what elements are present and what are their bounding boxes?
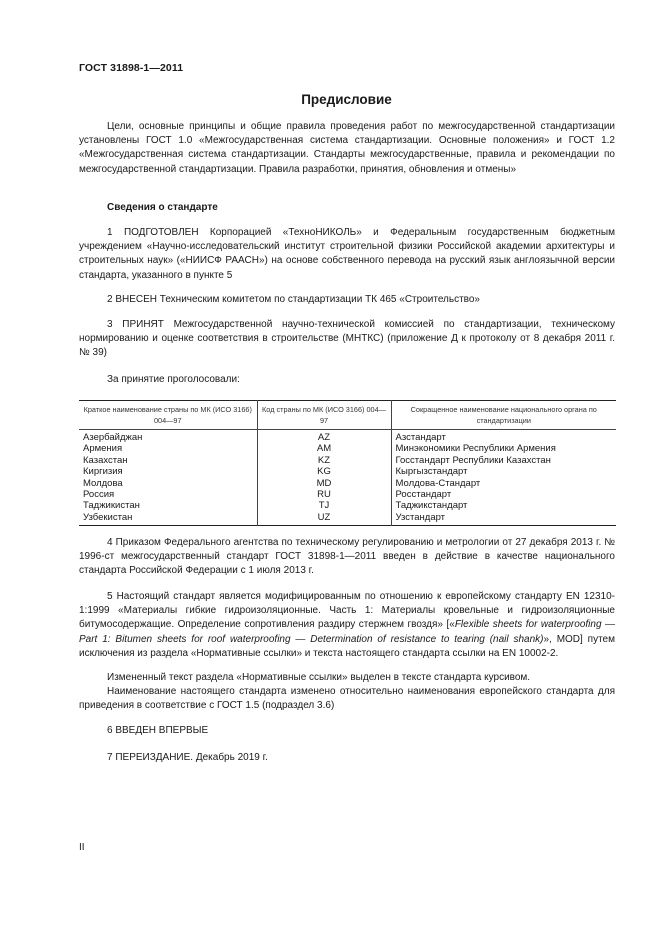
table-header-row [79,401,616,430]
item-4-order: 4 Приказом Федерального агентства по техническому регулированию и метрологии от 27 декабря 2013 г. № 1996-ст межгосударственный стандарт ГОСТ 31898-1—2011 введен в действие в качестве национального стандарта Российской Федерации с 1 июля 2013 г. [79,537,615,577]
country-code: RU [257,489,391,500]
country-code: KG [257,466,391,477]
voted-label: За принятие проголосовали: [107,374,240,385]
intro-paragraph: Цели, основные принципы и общие правила проведения работ по межгосударственной стандартизации установлены ГОСТ 1.0 «Межгосударственная система стандартизации. Основные положения» и ГОСТ 1.2 «Межгосударственная система стандартизации. Стандарты межгосударственные, правила и рекомендации по межгосударственной стандартизации. Правила разработки, принятия, обновления и отмены» [79,121,615,175]
country-code: AM [257,443,391,454]
standard-code-header: ГОСТ 31898-1—2011 [79,62,184,74]
national-body: Таджикстандарт [391,500,616,511]
country-name: Таджикистан [83,500,140,512]
item-5-modified-standard [79,590,615,661]
country-code: UZ [257,512,391,526]
national-body: Молдова-Стандарт [391,478,616,489]
item-5-text-b: », MOD] путем исключения из раздела «Нормативные ссылки» и текста настоящего стандарта ссылки на EN 10002-2. [79,633,615,659]
voting-countries-table [79,400,616,526]
country-name: Узбекистан [83,511,133,523]
national-body: Узстандарт [391,512,616,526]
page-title: Предисловие [301,92,392,107]
item-5-text-a: 5 Настоящий стандарт является модифицированным по отношению к европейскому стандарту EN 12310-1:1999 «Материалы гибкие гидроизоляционные. Часть 1: Материалы кровельные и гидроизоляционные битумосодержащие. Определение сопротивления раздиру стержнем гвоздя» [« [79,591,615,631]
country-name: Киргизия [83,466,123,478]
country-name: Молдова [83,477,123,489]
country-code: AZ [257,430,391,444]
country-name: Казахстан [83,454,128,466]
table-row [79,455,616,466]
table-row [79,430,616,444]
table-row [79,443,616,454]
country-name: Азербайджан [83,432,143,443]
country-name: Армения [83,443,123,455]
table-row [79,466,616,477]
section-heading: Сведения о стандарте [107,202,218,213]
national-body: Минэкономики Республики Армения [391,443,616,454]
table-row [79,500,616,511]
header-national-body: Сокращенное наименование национального органа по стандартизации [391,401,616,430]
item-1-prepared: 1 ПОДГОТОВЛЕН Корпорацией «ТехноНИКОЛЬ» и Федеральным государственным бюджетным учреждением «Научно-исследовательский институт строительной физики Российской академии архитектуры и строительных наук» («НИИСФ РААСН») на основе собственного перевода на русский язык англоязычной версии стандарта, указанного в пункте 5 [79,227,615,281]
item-2-submitted: 2 ВНЕСЕН Техническим комитетом по стандартизации ТК 465 «Строительство» [107,294,480,305]
country-code: MD [257,478,391,489]
item-7-reissue: 7 ПЕРЕИЗДАНИЕ. Декабрь 2019 г. [107,752,268,763]
country-name: Россия [83,489,115,501]
page-number: II [79,842,85,853]
item-6-first-introduced: 6 ВВЕДЕН ВПЕРВЫЕ [107,725,209,736]
national-body: Азстандарт [391,430,616,444]
table-row [79,489,616,500]
national-body: Росстандарт [391,489,616,500]
item-3-adopted: 3 ПРИНЯТ Межгосударственной научно-технической комиссией по стандартизации, техническому нормированию и оценке соответствия в строительстве (МНТКС) (приложение Д к протоколу от 8 декабря 2011 г. № 39) [79,319,615,359]
table-row [79,512,616,526]
header-country-name: Краткое наименование страны по МК (ИСО 3166) 004—97 [79,401,257,430]
item-5-note-changed-text: Измененный текст раздела «Нормативные ссылки» выделен в тексте стандарта курсивом. [107,672,531,683]
country-code: KZ [257,455,391,466]
country-code: TJ [257,500,391,511]
national-body: Госстандарт Республики Казахстан [391,455,616,466]
item-5-english-title: Flexible sheets for waterproofing — Part 1: Bitumen sheets for roof waterproofing — Determination of resistance to tearing (nail shank) [79,619,615,645]
header-country-code: Код страны по МК (ИСО 3166) 004—97 [257,401,391,430]
item-5-note-renamed: Наименование настоящего стандарта изменено относительно наименования европейского стандарта для приведения в соответствие с ГОСТ 1.5 (подраздел 3.6) [79,686,615,712]
national-body: Кыргызстандарт [391,466,616,477]
table-row [79,478,616,489]
